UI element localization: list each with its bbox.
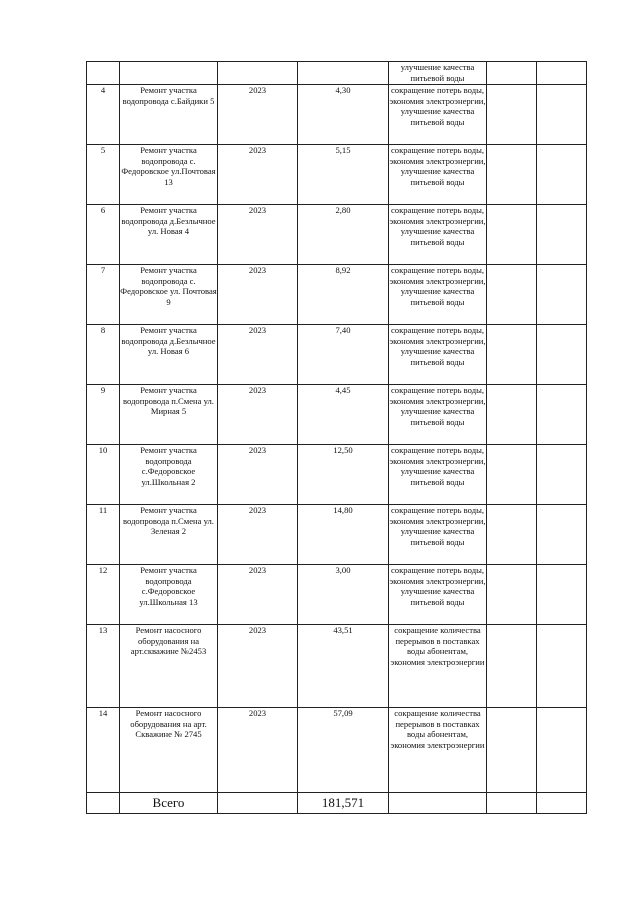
row-number: 9 [87, 385, 120, 445]
measure-effect: сокращение потерь воды, экономия электроэнергии, улучшение качества питьевой воды [389, 325, 487, 385]
measure-cost: 7,40 [298, 325, 389, 385]
table-row [87, 205, 587, 265]
empty-cell [487, 708, 537, 793]
empty-cell [87, 793, 120, 814]
measure-name: Ремонт участка водопровода с. Федоровское ул.Почтовая 13 [120, 145, 218, 205]
measure-year: 2023 [218, 205, 298, 265]
measure-year: 2023 [218, 625, 298, 708]
measure-name: Ремонт насосного оборудования на арт. Скважине № 2745 [120, 708, 218, 793]
measure-year: 2023 [218, 708, 298, 793]
measure-effect: сокращение потерь воды, экономия электроэнергии, улучшение качества питьевой воды [389, 145, 487, 205]
measure-name: Ремонт участка водопровода д.Безлычное ул. Новая 4 [120, 205, 218, 265]
measure-year: 2023 [218, 565, 298, 625]
row-number: 6 [87, 205, 120, 265]
total-row [87, 793, 587, 814]
row-number: 8 [87, 325, 120, 385]
measure-effect: сокращение потерь воды, экономия электроэнергии, улучшение качества питьевой воды [389, 85, 487, 145]
table-row [87, 265, 587, 325]
measure-name: Ремонт участка водопровода с.Федоровское ул.Школьная 2 [120, 445, 218, 505]
empty-cell [487, 205, 537, 265]
table-row [87, 325, 587, 385]
empty-cell [537, 445, 587, 505]
empty-cell [487, 445, 537, 505]
measure-effect: сокращение потерь воды, экономия электроэнергии, улучшение качества питьевой воды [389, 265, 487, 325]
measure-name: Ремонт участка водопровода с. Федоровское ул. Почтовая 9 [120, 265, 218, 325]
measure-effect: сокращение количества перерывов в поставках воды абонентам, экономия электроэнергии [389, 708, 487, 793]
measure-cost: 4,30 [298, 85, 389, 145]
measures-table [86, 61, 587, 814]
measure-name: Ремонт насосного оборудования на арт.скважине №2453 [120, 625, 218, 708]
measure-cost: 3,00 [298, 565, 389, 625]
row-number: 12 [87, 565, 120, 625]
empty-cell [537, 793, 587, 814]
measure-cost: 12,50 [298, 445, 389, 505]
measure-name: Ремонт участка водопровода п.Смена ул. Зеленая 2 [120, 505, 218, 565]
row-number: 10 [87, 445, 120, 505]
measure-year: 2023 [218, 385, 298, 445]
empty-cell [537, 708, 587, 793]
empty-cell [537, 85, 587, 145]
empty-cell [537, 565, 587, 625]
table-row [87, 85, 587, 145]
table-row [87, 62, 587, 85]
measure-year: 2023 [218, 325, 298, 385]
empty-cell [389, 793, 487, 814]
empty-cell [537, 145, 587, 205]
table-row [87, 505, 587, 565]
measure-name: Ремонт участка водопровода п.Смена ул. Мирная 5 [120, 385, 218, 445]
measure-cost: 14,80 [298, 505, 389, 565]
measure-year: 2023 [218, 85, 298, 145]
measure-effect: сокращение потерь воды, экономия электроэнергии, улучшение качества питьевой воды [389, 205, 487, 265]
empty-cell [487, 505, 537, 565]
empty-cell [487, 325, 537, 385]
measure-effect: сокращение потерь воды, экономия электроэнергии, улучшение качества питьевой воды [389, 565, 487, 625]
empty-cell [537, 505, 587, 565]
measure-cost: 8,92 [298, 265, 389, 325]
empty-cell [537, 265, 587, 325]
measure-effect: сокращение потерь воды, экономия электроэнергии, улучшение качества питьевой воды [389, 385, 487, 445]
measure-cost: 2,80 [298, 205, 389, 265]
measure-year: 2023 [218, 265, 298, 325]
measure-year: 2023 [218, 145, 298, 205]
empty-cell [487, 793, 537, 814]
row-number: 7 [87, 265, 120, 325]
effect-cell: улучшение качества питьевой воды [389, 62, 487, 85]
measure-effect: сокращение количества перерывов в поставках воды абонентам, экономия электроэнергии [389, 625, 487, 708]
measure-cost: 43,51 [298, 625, 389, 708]
empty-cell [537, 325, 587, 385]
total-label: Всего [120, 793, 218, 814]
table-row [87, 145, 587, 205]
total-value: 181,571 [298, 793, 389, 814]
measure-cost: 4,45 [298, 385, 389, 445]
measure-year: 2023 [218, 445, 298, 505]
table-row [87, 625, 587, 708]
empty-cell [487, 385, 537, 445]
row-number: 14 [87, 708, 120, 793]
row-number: 13 [87, 625, 120, 708]
row-number: 11 [87, 505, 120, 565]
table-row [87, 565, 587, 625]
empty-cell [537, 625, 587, 708]
measure-effect: сокращение потерь воды, экономия электроэнергии, улучшение качества питьевой воды [389, 445, 487, 505]
measure-cost: 5,15 [298, 145, 389, 205]
empty-cell [218, 793, 298, 814]
row-number: 4 [87, 85, 120, 145]
table-row [87, 445, 587, 505]
empty-cell [487, 625, 537, 708]
empty-cell [487, 565, 537, 625]
empty-cell [537, 205, 587, 265]
table-row [87, 385, 587, 445]
empty-cell [537, 385, 587, 445]
measure-name: Ремонт участка водопровода с.Федоровское ул.Школьная 13 [120, 565, 218, 625]
empty-cell [487, 85, 537, 145]
measure-name: Ремонт участка водопровода д.Безлычное ул. Новая 6 [120, 325, 218, 385]
row-number: 5 [87, 145, 120, 205]
measure-name: Ремонт участка водопровода с.Байдики 5 [120, 85, 218, 145]
empty-cell [487, 145, 537, 205]
measure-cost: 57,09 [298, 708, 389, 793]
empty-cell [487, 265, 537, 325]
table-row [87, 708, 587, 793]
measure-effect: сокращение потерь воды, экономия электроэнергии, улучшение качества питьевой воды [389, 505, 487, 565]
measure-year: 2023 [218, 505, 298, 565]
